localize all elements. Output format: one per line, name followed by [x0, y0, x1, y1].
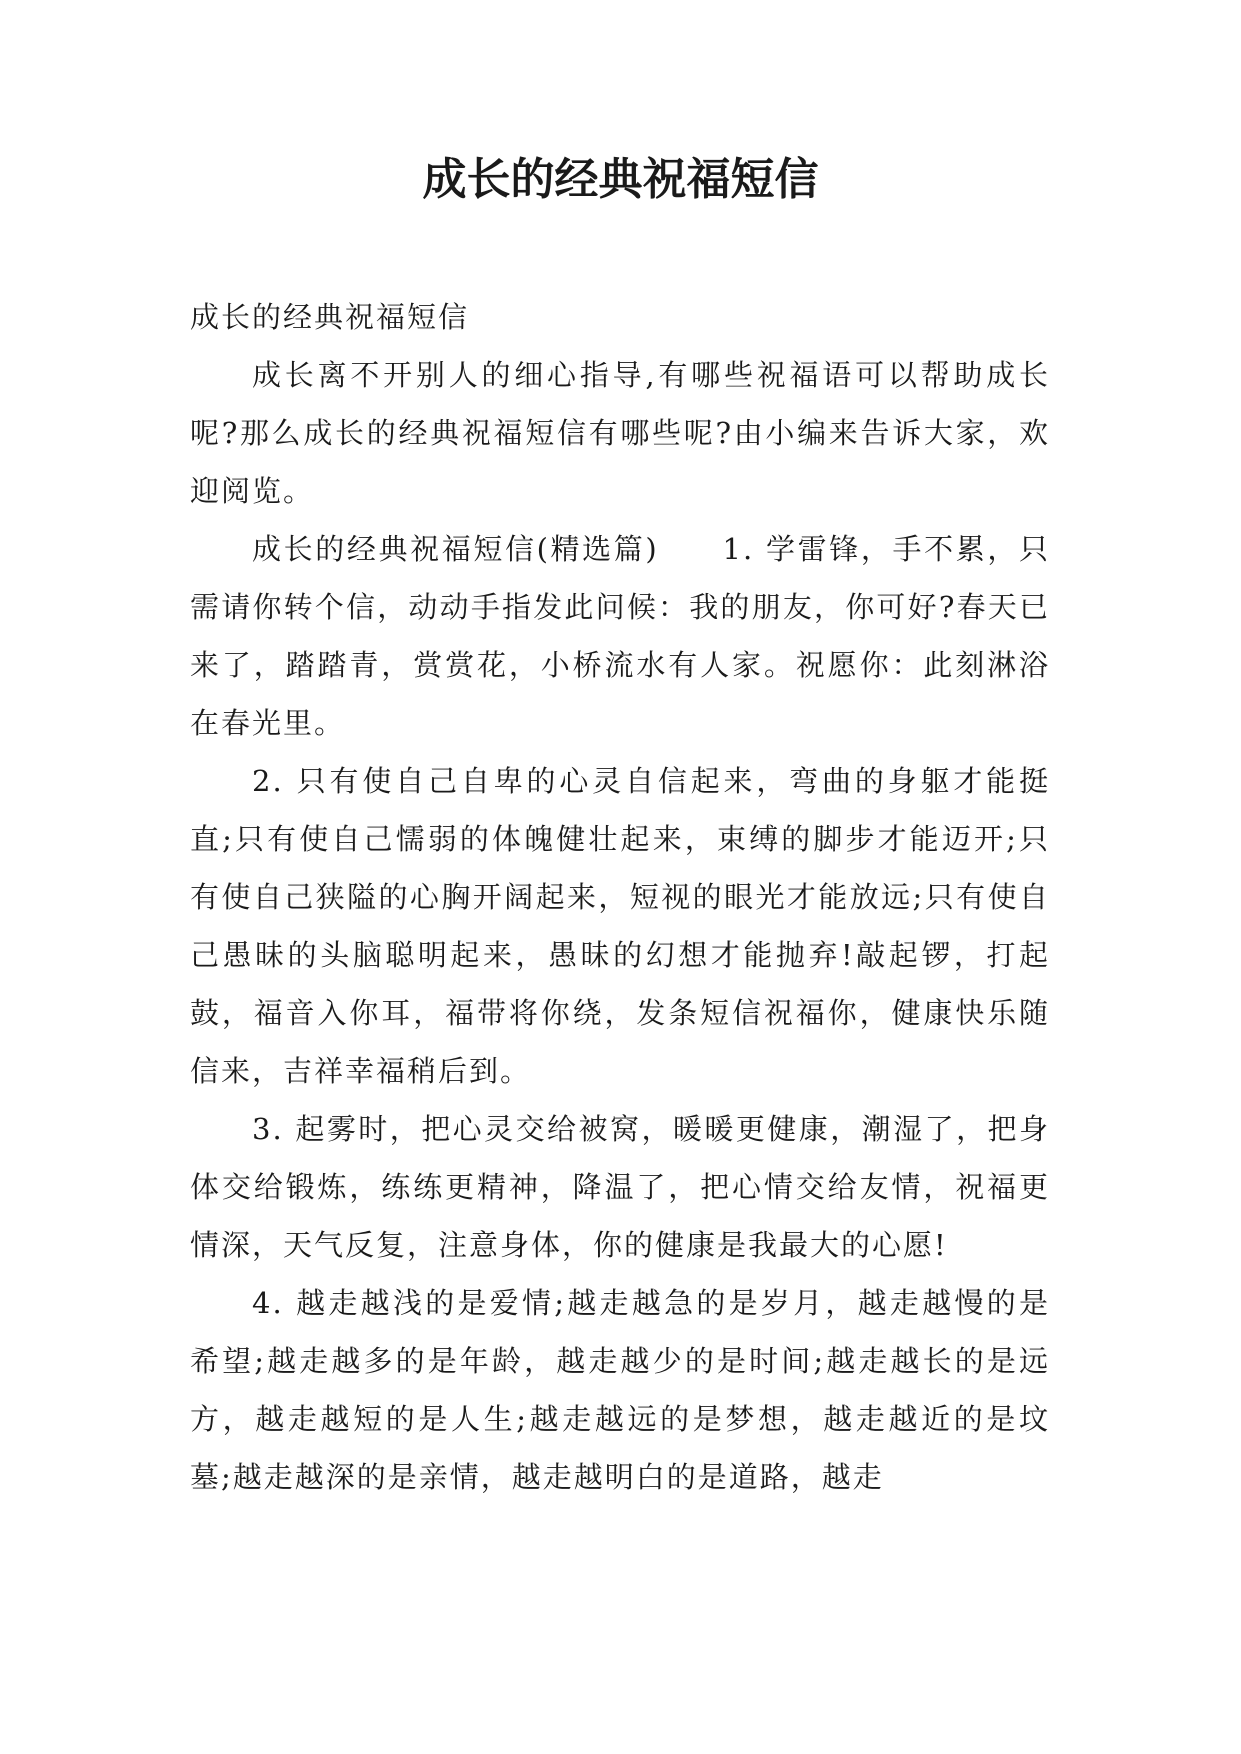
- body-paragraph: 4. 越走越浅的是爱情;越走越急的是岁月，越走越慢的是希望;越走越多的是年龄，越走越少的是时间;越走越长的是远方，越走越短的是人生;越走越远的是梦想，越走越近的是坟墓;越走越深的是亲情，越走越明白的是道路，越走: [190, 1286, 1050, 1494]
- document-body: [190, 288, 1050, 1506]
- body-paragraph: 3. 起雾时，把心灵交给被窝，暖暖更健康，潮湿了，把身体交给锻炼，练练更精神，降温了，把心情交给友情，祝福更情深，天气反复，注意身体，你的健康是我最大的心愿!: [190, 1112, 1050, 1262]
- body-paragraph: 2. 只有使自己自卑的心灵自信起来，弯曲的身躯才能挺直;只有使自己懦弱的体魄健壮起来，束缚的脚步才能迈开;只有使自己狭隘的心胸开阔起来，短视的眼光才能放远;只有使自己愚昧的头脑聪明起来，愚昧的幻想才能抛弃!敲起锣，打起鼓，福音入你耳，福带将你绕，发条短信祝福你，健康快乐随信来，吉祥幸福稍后到。: [190, 764, 1050, 1088]
- body-paragraph: 成长离不开别人的细心指导,有哪些祝福语可以帮助成长呢?那么成长的经典祝福短信有哪些呢?由小编来告诉大家，欢迎阅览。: [190, 358, 1050, 508]
- body-paragraph: 成长的经典祝福短信: [190, 300, 470, 334]
- document-title: 成长的经典祝福短信: [422, 154, 819, 205]
- body-paragraph: 成长的经典祝福短信(精选篇) 1. 学雷锋，手不累，只需请你转个信，动动手指发此问候：我的朋友，你可好?春天已来了，踏踏青，赏赏花，小桥流水有人家。祝愿你：此刻淋浴在春光里。: [190, 532, 1050, 740]
